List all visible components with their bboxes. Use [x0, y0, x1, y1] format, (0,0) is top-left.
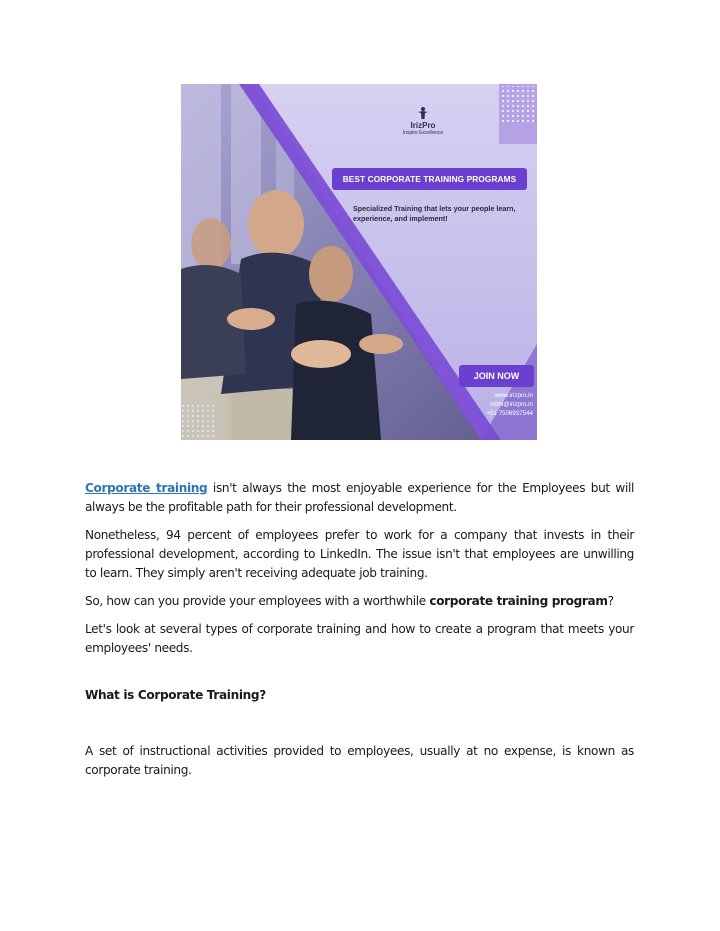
dot-pattern-icon	[181, 402, 215, 440]
article-body	[85, 479, 634, 789]
phone-text: +91 7506937544	[486, 410, 533, 417]
brand-name: IrizPro	[410, 121, 436, 130]
person-logo-icon	[416, 106, 430, 120]
question-text-before: So, how can you provide your employees with a worthwhile	[85, 594, 430, 608]
headline-badge: BEST CORPORATE TRAINING PROGRAMS	[332, 168, 527, 190]
corporate-training-link[interactable]: Corporate training	[85, 481, 208, 495]
question-text-after: ?	[607, 594, 614, 608]
paragraph-overview: Let's look at several types of corporate training and how to create a program that meets your employees' needs.	[85, 622, 634, 655]
paragraph-intro	[85, 479, 634, 517]
website-text: www.irizpro.in	[494, 392, 533, 399]
section-heading: What is Corporate Training?	[85, 688, 266, 702]
paragraph-question	[85, 592, 634, 611]
contact-info	[486, 391, 533, 418]
question-bold-text: corporate training program	[429, 594, 608, 608]
dot-pattern-icon	[501, 86, 535, 122]
paragraph-intro-text: isn't always the most enjoyable experience for the Employees but will always be the profitable path for their professional development.	[85, 481, 634, 514]
email-text: nidhi@irizpro.in	[490, 401, 533, 408]
paragraph-statistic: Nonetheless, 94 percent of employees prefer to work for a company that invests in their professional development, according to LinkedIn. The issue isn't that employees are unwilling to learn. They simply aren't receiving adequate job training.	[85, 528, 634, 580]
promo-banner	[181, 84, 537, 440]
brand-tagline: Inspire Excellence	[402, 130, 444, 136]
brand-logo	[393, 106, 453, 137]
join-now-button[interactable]: JOIN NOW	[459, 365, 534, 387]
headline-subtext: Specialized Training that lets your people learn, experience, and implement!	[353, 204, 516, 223]
paragraph-definition: A set of instructional activities provided to employees, usually at no expense, is known as corporate training.	[85, 744, 634, 777]
